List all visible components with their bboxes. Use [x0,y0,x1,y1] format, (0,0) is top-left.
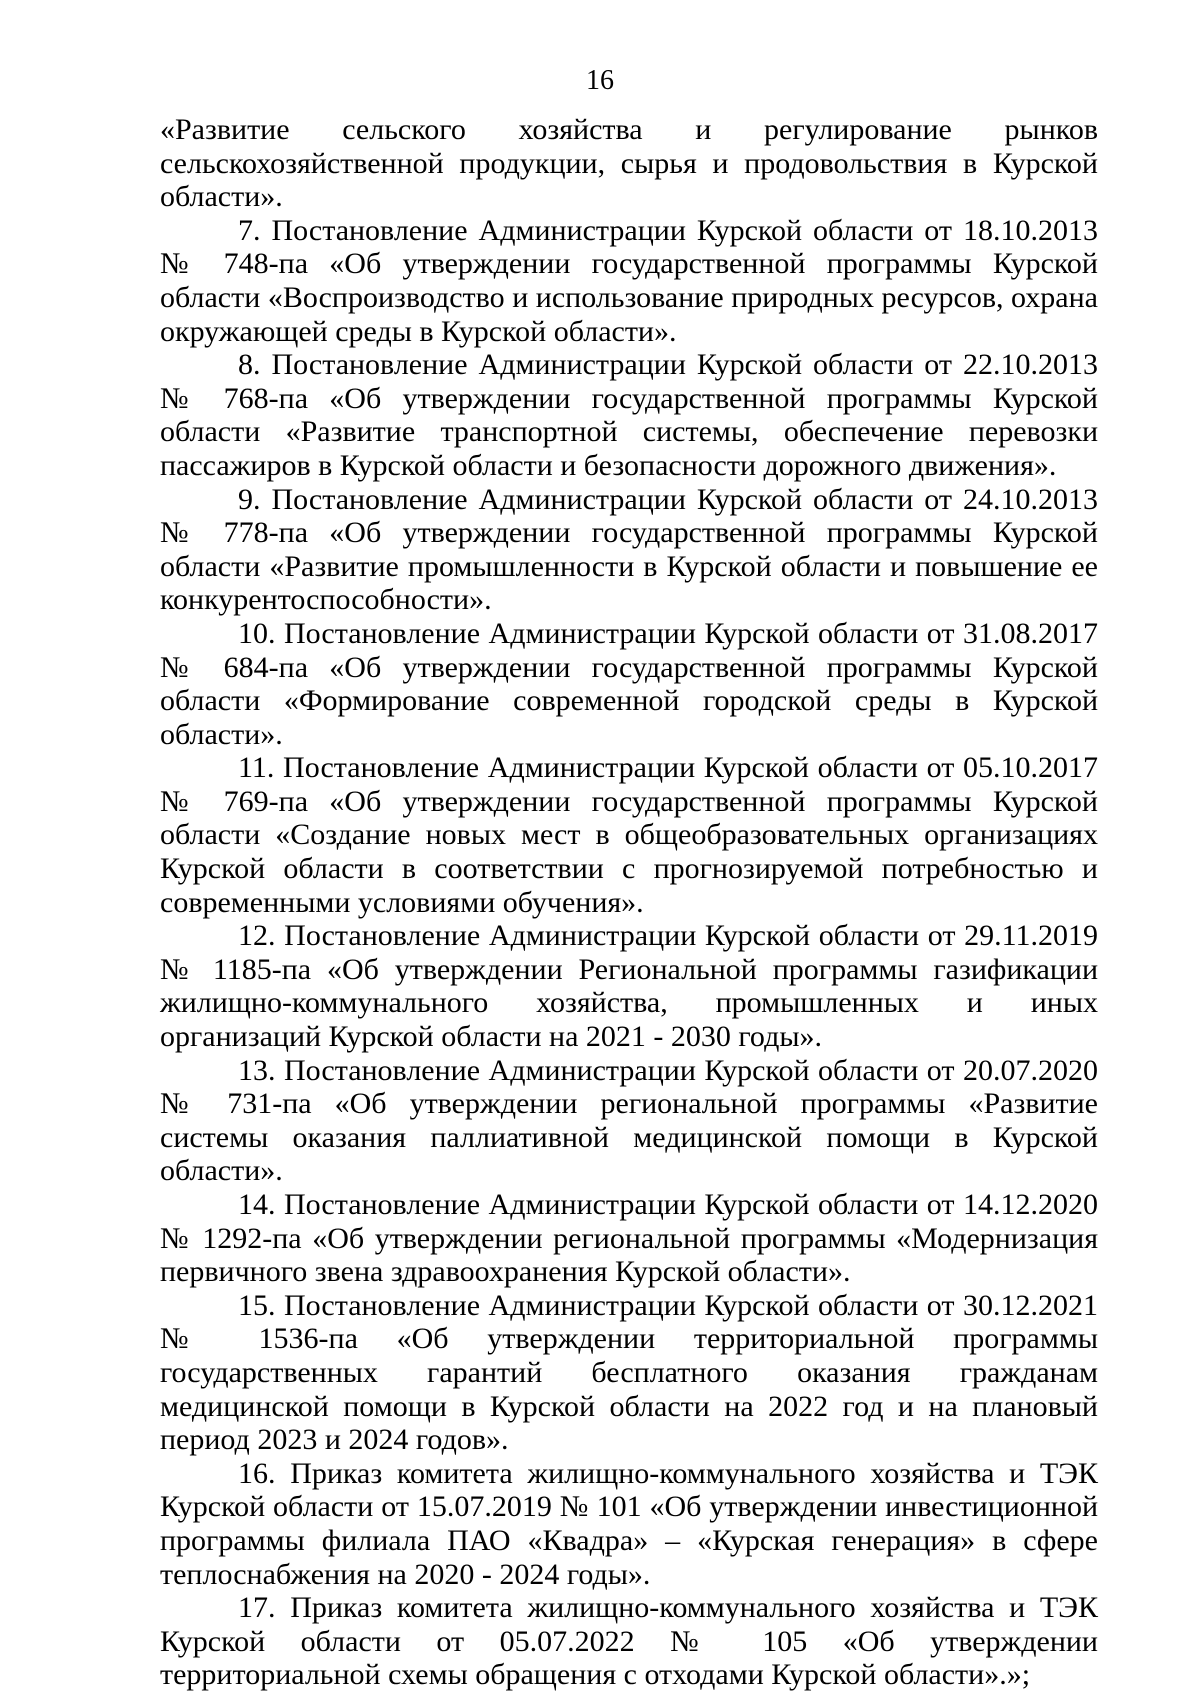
list-item-15: 15. Постановление Администрации Курской области от 30.12.2021 № 1536-па «Об утверждении территориальной программы государственных гарантий бесплатного оказания гражданам медицинской помощи в Курской области на 2022 год и на плановый период 2023 и 2024 годов». [160,1288,1098,1457]
list-item-17: 17. Приказ комитета жилищно-коммунального хозяйства и ТЭК Курской области от 05.07.2022 № 105 «Об утверждении территориальной схемы обращения с отходами Курской области».»; [160,1591,1098,1692]
list-item-8: 8. Постановление Администрации Курской области от 22.10.2013 № 768-па «Об утверждении государственной программы Курской области «Развитие транспортной системы, обеспечение перевозки пассажиров в Курской области и безопасности дорожного движения». [160,348,1098,482]
list-item-14: 14. Постановление Администрации Курской области от 14.12.2020 № 1292-па «Об утверждении региональной программы «Модернизация первичного звена здравоохранения Курской области». [160,1188,1098,1289]
list-item-9: 9. Постановление Администрации Курской области от 24.10.2013 № 778-па «Об утверждении государственной программы Курской области «Развитие промышленности в Курской области и повышение ее конкурентоспособности». [160,482,1098,617]
list-item-7: 7. Постановление Администрации Курской области от 18.10.2013 № 748-па «Об утверждении государственной программы Курской области «Воспроизводство и использование природных ресурсов, охрана окружающей среды в Курской области». [160,213,1098,348]
list-item-10: 10. Постановление Администрации Курской области от 31.08.2017 № 684-па «Об утверждении государственной программы Курской области «Формирование современной городской среды в Курской области». [160,616,1098,751]
paragraph-continuation: «Развитие сельского хозяйства и регулирование рынков сельскохозяйственной продукции, сырья и продовольствия в Курской области». [160,113,1098,214]
page-number: 16 [586,65,614,96]
list-item-16: 16. Приказ комитета жилищно-коммунального хозяйства и ТЭК Курской области от 15.07.2019 № 101 «Об утверждении инвестиционной программы филиала ПАО «Квадра» – «Курская генерация» в сфере теплоснабжения на 2020 - 2024 годы». [160,1456,1098,1591]
list-item-12: 12. Постановление Администрации Курской области от 29.11.2019 № 1185-па «Об утверждении Региональной программы газификации жилищно-коммунального хозяйства, промышленных и иных организаций Курской области на 2021 - 2030 годы». [160,919,1098,1054]
list-item-13: 13. Постановление Администрации Курской области от 20.07.2020 № 731-па «Об утверждении региональной программы «Развитие системы оказания паллиативной медицинской помощи в Курской области». [160,1053,1098,1188]
list-item-11: 11. Постановление Администрации Курской области от 05.10.2017 № 769-па «Об утверждении государственной программы Курской области «Создание новых мест в общеобразовательных организациях Курской области в соответствии с прогнозируемой потребностью и современными условиями обучения». [160,751,1098,919]
document-body [160,113,1098,1692]
